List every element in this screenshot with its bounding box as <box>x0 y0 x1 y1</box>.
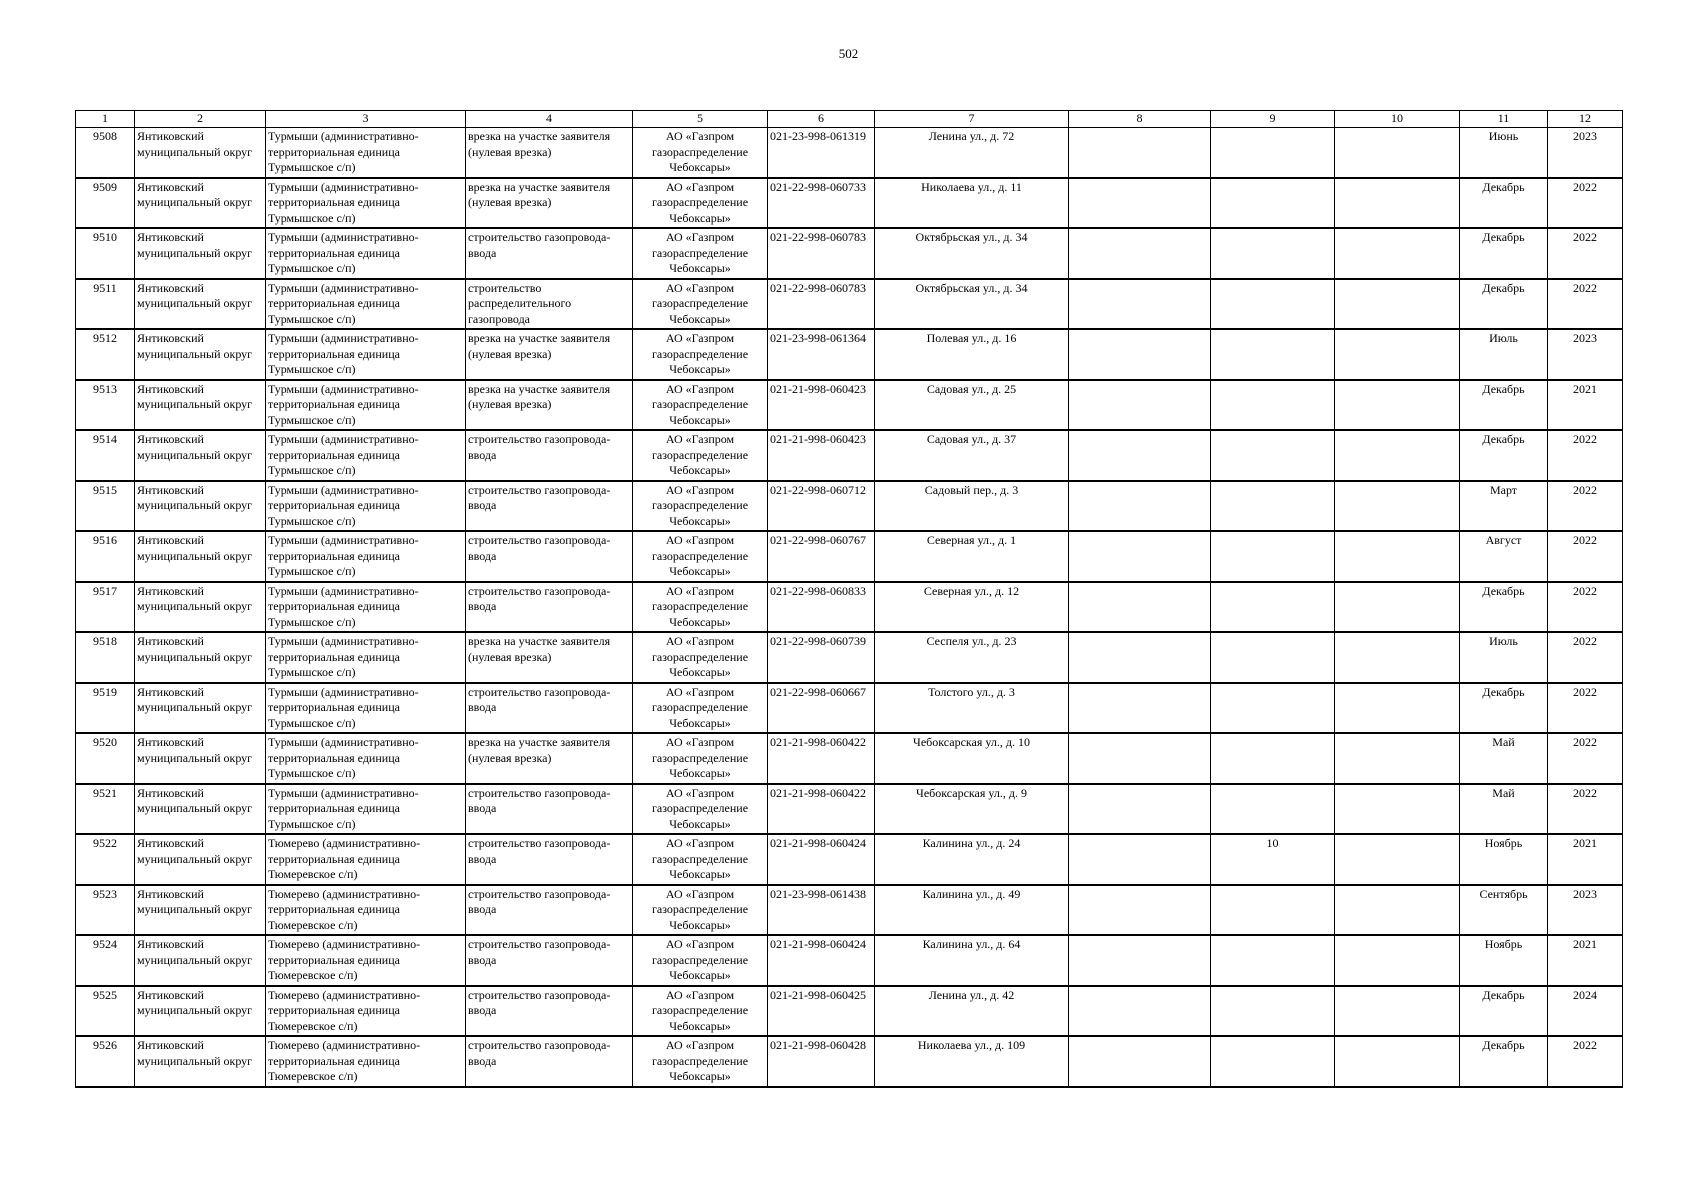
district-cell: Янтиковский муниципальный округ <box>135 784 266 835</box>
column-10-cell <box>1335 733 1460 784</box>
column-10-cell <box>1335 531 1460 582</box>
month-cell: Июль <box>1460 632 1548 683</box>
column-header: 11 <box>1460 111 1548 128</box>
settlement-cell: Турмыши (административно-территориальная единица Турмышское с/п) <box>266 380 466 431</box>
column-10-cell <box>1335 986 1460 1037</box>
district-cell: Янтиковский муниципальный округ <box>135 531 266 582</box>
settlement-cell: Турмыши (административно-территориальная единица Турмышское с/п) <box>266 531 466 582</box>
address-cell: Северная ул., д. 12 <box>875 582 1069 633</box>
column-header: 9 <box>1211 111 1335 128</box>
column-header: 1 <box>76 111 135 128</box>
column-8-cell <box>1069 329 1211 380</box>
organization-cell: АО «Газпром газораспределение Чебоксары» <box>633 481 768 532</box>
table-row <box>76 430 1623 481</box>
month-cell: Март <box>1460 481 1548 532</box>
organization-cell: АО «Газпром газораспределение Чебоксары» <box>633 279 768 330</box>
organization-cell: АО «Газпром газораспределение Чебоксары» <box>633 1036 768 1087</box>
code-cell: 021-22-998-060667 <box>768 683 875 734</box>
work-type-cell: строительство газопровода-ввода <box>466 834 633 885</box>
address-cell: Садовая ул., д. 37 <box>875 430 1069 481</box>
year-cell: 2022 <box>1548 481 1623 532</box>
year-cell: 2022 <box>1548 1036 1623 1087</box>
code-cell: 021-22-998-060733 <box>768 178 875 229</box>
table-row <box>76 733 1623 784</box>
month-cell: Декабрь <box>1460 582 1548 633</box>
address-cell: Полевая ул., д. 16 <box>875 329 1069 380</box>
row-number-cell: 9524 <box>76 935 135 986</box>
address-cell: Ленина ул., д. 72 <box>875 128 1069 178</box>
column-9-cell <box>1211 986 1335 1037</box>
code-cell: 021-21-998-060424 <box>768 935 875 986</box>
column-9-cell <box>1211 935 1335 986</box>
work-type-cell: строительство газопровода-ввода <box>466 986 633 1037</box>
column-10-cell <box>1335 128 1460 178</box>
column-8-cell <box>1069 380 1211 431</box>
month-cell: Декабрь <box>1460 683 1548 734</box>
year-cell: 2021 <box>1548 834 1623 885</box>
organization-cell: АО «Газпром газораспределение Чебоксары» <box>633 329 768 380</box>
district-cell: Янтиковский муниципальный округ <box>135 430 266 481</box>
column-8-cell <box>1069 1036 1211 1087</box>
year-cell: 2022 <box>1548 531 1623 582</box>
column-8-cell <box>1069 784 1211 835</box>
settlement-cell: Турмыши (административно-территориальная единица Турмышское с/п) <box>266 481 466 532</box>
column-header: 5 <box>633 111 768 128</box>
district-cell: Янтиковский муниципальный округ <box>135 986 266 1037</box>
column-8-cell <box>1069 834 1211 885</box>
column-9-cell: 10 <box>1211 834 1335 885</box>
work-type-cell: строительство газопровода-ввода <box>466 683 633 734</box>
row-number-cell: 9515 <box>76 481 135 532</box>
table-row <box>76 329 1623 380</box>
work-type-cell: строительство газопровода-ввода <box>466 481 633 532</box>
column-9-cell <box>1211 531 1335 582</box>
settlement-cell: Турмыши (административно-территориальная единица Турмышское с/п) <box>266 683 466 734</box>
month-cell: Ноябрь <box>1460 834 1548 885</box>
column-9-cell <box>1211 582 1335 633</box>
month-cell: Декабрь <box>1460 178 1548 229</box>
work-type-cell: строительство газопровода-ввода <box>466 228 633 279</box>
district-cell: Янтиковский муниципальный округ <box>135 935 266 986</box>
column-8-cell <box>1069 683 1211 734</box>
month-cell: Май <box>1460 733 1548 784</box>
district-cell: Янтиковский муниципальный округ <box>135 128 266 178</box>
code-cell: 021-22-998-060767 <box>768 531 875 582</box>
column-10-cell <box>1335 784 1460 835</box>
organization-cell: АО «Газпром газораспределение Чебоксары» <box>633 683 768 734</box>
row-number-cell: 9514 <box>76 430 135 481</box>
month-cell: Декабрь <box>1460 986 1548 1037</box>
work-type-cell: врезка на участке заявителя (нулевая врезка) <box>466 128 633 178</box>
year-cell: 2022 <box>1548 784 1623 835</box>
column-8-cell <box>1069 430 1211 481</box>
district-cell: Янтиковский муниципальный округ <box>135 178 266 229</box>
code-cell: 021-21-998-060422 <box>768 784 875 835</box>
table-row <box>76 380 1623 431</box>
column-8-cell <box>1069 632 1211 683</box>
column-8-cell <box>1069 481 1211 532</box>
year-cell: 2022 <box>1548 228 1623 279</box>
organization-cell: АО «Газпром газораспределение Чебоксары» <box>633 885 768 936</box>
year-cell: 2022 <box>1548 279 1623 330</box>
column-8-cell <box>1069 582 1211 633</box>
year-cell: 2021 <box>1548 380 1623 431</box>
column-header: 7 <box>875 111 1069 128</box>
settlement-cell: Турмыши (административно-территориальная единица Турмышское с/п) <box>266 128 466 178</box>
row-number-cell: 9519 <box>76 683 135 734</box>
table-row <box>76 1036 1623 1087</box>
column-10-cell <box>1335 834 1460 885</box>
row-number-cell: 9511 <box>76 279 135 330</box>
address-cell: Ленина ул., д. 42 <box>875 986 1069 1037</box>
district-cell: Янтиковский муниципальный округ <box>135 834 266 885</box>
row-number-cell: 9508 <box>76 128 135 178</box>
address-cell: Калинина ул., д. 64 <box>875 935 1069 986</box>
work-type-cell: врезка на участке заявителя (нулевая врезка) <box>466 632 633 683</box>
column-8-cell <box>1069 228 1211 279</box>
table-row <box>76 582 1623 633</box>
column-9-cell <box>1211 481 1335 532</box>
month-cell: Декабрь <box>1460 380 1548 431</box>
district-cell: Янтиковский муниципальный округ <box>135 632 266 683</box>
row-number-cell: 9526 <box>76 1036 135 1087</box>
table-row <box>76 632 1623 683</box>
column-header: 10 <box>1335 111 1460 128</box>
organization-cell: АО «Газпром газораспределение Чебоксары» <box>633 986 768 1037</box>
column-10-cell <box>1335 1036 1460 1087</box>
organization-cell: АО «Газпром газораспределение Чебоксары» <box>633 531 768 582</box>
column-9-cell <box>1211 128 1335 178</box>
year-cell: 2024 <box>1548 986 1623 1037</box>
district-cell: Янтиковский муниципальный округ <box>135 481 266 532</box>
settlement-cell: Турмыши (административно-территориальная единица Турмышское с/п) <box>266 178 466 229</box>
district-cell: Янтиковский муниципальный округ <box>135 279 266 330</box>
year-cell: 2022 <box>1548 733 1623 784</box>
code-cell: 021-21-998-060423 <box>768 380 875 431</box>
row-number-cell: 9510 <box>76 228 135 279</box>
month-cell: Май <box>1460 784 1548 835</box>
column-9-cell <box>1211 228 1335 279</box>
column-8-cell <box>1069 128 1211 178</box>
row-number-cell: 9522 <box>76 834 135 885</box>
settlement-cell: Турмыши (административно-территориальная единица Турмышское с/п) <box>266 430 466 481</box>
year-cell: 2022 <box>1548 430 1623 481</box>
address-cell: Калинина ул., д. 49 <box>875 885 1069 936</box>
row-number-cell: 9517 <box>76 582 135 633</box>
settlement-cell: Турмыши (административно-территориальная единица Турмышское с/п) <box>266 329 466 380</box>
settlement-cell: Турмыши (административно-территориальная единица Турмышское с/п) <box>266 632 466 683</box>
work-type-cell: строительство газопровода-ввода <box>466 1036 633 1087</box>
column-9-cell <box>1211 279 1335 330</box>
year-cell: 2023 <box>1548 885 1623 936</box>
column-10-cell <box>1335 430 1460 481</box>
district-cell: Янтиковский муниципальный округ <box>135 582 266 633</box>
row-number-cell: 9521 <box>76 784 135 835</box>
work-type-cell: врезка на участке заявителя (нулевая врезка) <box>466 733 633 784</box>
column-9-cell <box>1211 380 1335 431</box>
settlement-cell: Турмыши (административно-территориальная единица Турмышское с/п) <box>266 784 466 835</box>
settlement-cell: Турмыши (административно-территориальная единица Турмышское с/п) <box>266 279 466 330</box>
month-cell: Сентябрь <box>1460 885 1548 936</box>
address-cell: Николаева ул., д. 109 <box>875 1036 1069 1087</box>
column-10-cell <box>1335 228 1460 279</box>
district-cell: Янтиковский муниципальный округ <box>135 683 266 734</box>
column-header: 12 <box>1548 111 1623 128</box>
organization-cell: АО «Газпром газораспределение Чебоксары» <box>633 834 768 885</box>
column-10-cell <box>1335 632 1460 683</box>
column-8-cell <box>1069 935 1211 986</box>
address-cell: Северная ул., д. 1 <box>875 531 1069 582</box>
column-9-cell <box>1211 683 1335 734</box>
table-row <box>76 128 1623 178</box>
code-cell: 021-22-998-060783 <box>768 228 875 279</box>
work-type-cell: строительство распределительного газопровода <box>466 279 633 330</box>
column-10-cell <box>1335 380 1460 431</box>
column-9-cell <box>1211 784 1335 835</box>
organization-cell: АО «Газпром газораспределение Чебоксары» <box>633 632 768 683</box>
table-row <box>76 683 1623 734</box>
column-header: 6 <box>768 111 875 128</box>
organization-cell: АО «Газпром газораспределение Чебоксары» <box>633 128 768 178</box>
column-10-cell <box>1335 178 1460 229</box>
row-number-cell: 9512 <box>76 329 135 380</box>
work-type-cell: врезка на участке заявителя (нулевая врезка) <box>466 329 633 380</box>
work-type-cell: строительство газопровода-ввода <box>466 430 633 481</box>
settlement-cell: Тюмерево (административно-территориальная единица Тюмеревское с/п) <box>266 1036 466 1087</box>
column-10-cell <box>1335 683 1460 734</box>
organization-cell: АО «Газпром газораспределение Чебоксары» <box>633 228 768 279</box>
column-10-cell <box>1335 885 1460 936</box>
row-number-cell: 9513 <box>76 380 135 431</box>
organization-cell: АО «Газпром газораспределение Чебоксары» <box>633 784 768 835</box>
table-row <box>76 986 1623 1037</box>
settlement-cell: Турмыши (административно-территориальная единица Турмышское с/п) <box>266 733 466 784</box>
settlement-cell: Тюмерево (административно-территориальная единица Тюмеревское с/п) <box>266 834 466 885</box>
column-header: 4 <box>466 111 633 128</box>
column-8-cell <box>1069 733 1211 784</box>
table-row <box>76 885 1623 936</box>
table-row <box>76 481 1623 532</box>
column-10-cell <box>1335 582 1460 633</box>
month-cell: Декабрь <box>1460 228 1548 279</box>
table-row <box>76 178 1623 229</box>
code-cell: 021-21-998-060424 <box>768 834 875 885</box>
code-cell: 021-22-998-060712 <box>768 481 875 532</box>
month-cell: Декабрь <box>1460 1036 1548 1087</box>
work-type-cell: строительство газопровода-ввода <box>466 784 633 835</box>
organization-cell: АО «Газпром газораспределение Чебоксары» <box>633 935 768 986</box>
address-cell: Толстого ул., д. 3 <box>875 683 1069 734</box>
year-cell: 2022 <box>1548 178 1623 229</box>
column-9-cell <box>1211 885 1335 936</box>
row-number-cell: 9509 <box>76 178 135 229</box>
table-row <box>76 279 1623 330</box>
code-cell: 021-23-998-061364 <box>768 329 875 380</box>
month-cell: Июнь <box>1460 128 1548 178</box>
address-cell: Чебоксарская ул., д. 9 <box>875 784 1069 835</box>
column-9-cell <box>1211 329 1335 380</box>
row-number-cell: 9516 <box>76 531 135 582</box>
address-cell: Садовый пер., д. 3 <box>875 481 1069 532</box>
column-header: 8 <box>1069 111 1211 128</box>
code-cell: 021-22-998-060783 <box>768 279 875 330</box>
page-number: 502 <box>838 46 859 61</box>
year-cell: 2022 <box>1548 582 1623 633</box>
month-cell: Декабрь <box>1460 279 1548 330</box>
settlement-cell: Турмыши (административно-территориальная единица Турмышское с/п) <box>266 228 466 279</box>
organization-cell: АО «Газпром газораспределение Чебоксары» <box>633 178 768 229</box>
district-cell: Янтиковский муниципальный округ <box>135 228 266 279</box>
address-cell: Октябрьская ул., д. 34 <box>875 228 1069 279</box>
work-type-cell: врезка на участке заявителя (нулевая врезка) <box>466 380 633 431</box>
table-row <box>76 531 1623 582</box>
settlement-cell: Тюмерево (административно-территориальная единица Тюмеревское с/п) <box>266 986 466 1037</box>
district-cell: Янтиковский муниципальный округ <box>135 1036 266 1087</box>
year-cell: 2022 <box>1548 632 1623 683</box>
work-type-cell: врезка на участке заявителя (нулевая врезка) <box>466 178 633 229</box>
district-cell: Янтиковский муниципальный округ <box>135 380 266 431</box>
organization-cell: АО «Газпром газораспределение Чебоксары» <box>633 380 768 431</box>
code-cell: 021-21-998-060423 <box>768 430 875 481</box>
row-number-cell: 9523 <box>76 885 135 936</box>
work-type-cell: строительство газопровода-ввода <box>466 935 633 986</box>
organization-cell: АО «Газпром газораспределение Чебоксары» <box>633 582 768 633</box>
month-cell: Август <box>1460 531 1548 582</box>
work-type-cell: строительство газопровода-ввода <box>466 582 633 633</box>
column-header: 3 <box>266 111 466 128</box>
code-cell: 021-21-998-060422 <box>768 733 875 784</box>
column-8-cell <box>1069 531 1211 582</box>
settlement-cell: Тюмерево (административно-территориальная единица Тюмеревское с/п) <box>266 935 466 986</box>
column-9-cell <box>1211 178 1335 229</box>
month-cell: Ноябрь <box>1460 935 1548 986</box>
settlement-cell: Тюмерево (административно-территориальная единица Тюмеревское с/п) <box>266 885 466 936</box>
month-cell: Июль <box>1460 329 1548 380</box>
column-10-cell <box>1335 279 1460 330</box>
address-cell: Калинина ул., д. 24 <box>875 834 1069 885</box>
table-row <box>76 784 1623 835</box>
address-cell: Чебоксарская ул., д. 10 <box>875 733 1069 784</box>
code-cell: 021-21-998-060425 <box>768 986 875 1037</box>
column-8-cell <box>1069 178 1211 229</box>
column-8-cell <box>1069 279 1211 330</box>
row-number-cell: 9520 <box>76 733 135 784</box>
work-type-cell: строительство газопровода-ввода <box>466 531 633 582</box>
code-cell: 021-21-998-060428 <box>768 1036 875 1087</box>
table-row <box>76 935 1623 986</box>
month-cell: Декабрь <box>1460 430 1548 481</box>
code-cell: 021-23-998-061438 <box>768 885 875 936</box>
year-cell: 2023 <box>1548 128 1623 178</box>
table-row <box>76 834 1623 885</box>
row-number-cell: 9525 <box>76 986 135 1037</box>
column-8-cell <box>1069 986 1211 1037</box>
code-cell: 021-22-998-060833 <box>768 582 875 633</box>
column-9-cell <box>1211 733 1335 784</box>
year-cell: 2021 <box>1548 935 1623 986</box>
column-10-cell <box>1335 329 1460 380</box>
table-row <box>76 228 1623 279</box>
column-10-cell <box>1335 481 1460 532</box>
year-cell: 2023 <box>1548 329 1623 380</box>
district-cell: Янтиковский муниципальный округ <box>135 733 266 784</box>
column-9-cell <box>1211 632 1335 683</box>
header-row <box>76 111 1623 128</box>
address-cell: Садовая ул., д. 25 <box>875 380 1069 431</box>
code-cell: 021-22-998-060739 <box>768 632 875 683</box>
address-cell: Николаева ул., д. 11 <box>875 178 1069 229</box>
organization-cell: АО «Газпром газораспределение Чебоксары» <box>633 733 768 784</box>
year-cell: 2022 <box>1548 683 1623 734</box>
organization-cell: АО «Газпром газораспределение Чебоксары» <box>633 430 768 481</box>
address-cell: Сеспеля ул., д. 23 <box>875 632 1069 683</box>
district-cell: Янтиковский муниципальный округ <box>135 885 266 936</box>
work-type-cell: строительство газопровода-ввода <box>466 885 633 936</box>
district-cell: Янтиковский муниципальный округ <box>135 329 266 380</box>
code-cell: 021-23-998-061319 <box>768 128 875 178</box>
column-header: 2 <box>135 111 266 128</box>
column-9-cell <box>1211 430 1335 481</box>
address-cell: Октябрьская ул., д. 34 <box>875 279 1069 330</box>
column-8-cell <box>1069 885 1211 936</box>
column-10-cell <box>1335 935 1460 986</box>
column-9-cell <box>1211 1036 1335 1087</box>
settlement-cell: Турмыши (административно-территориальная единица Турмышское с/п) <box>266 582 466 633</box>
row-number-cell: 9518 <box>76 632 135 683</box>
registry-table <box>75 110 1623 1088</box>
